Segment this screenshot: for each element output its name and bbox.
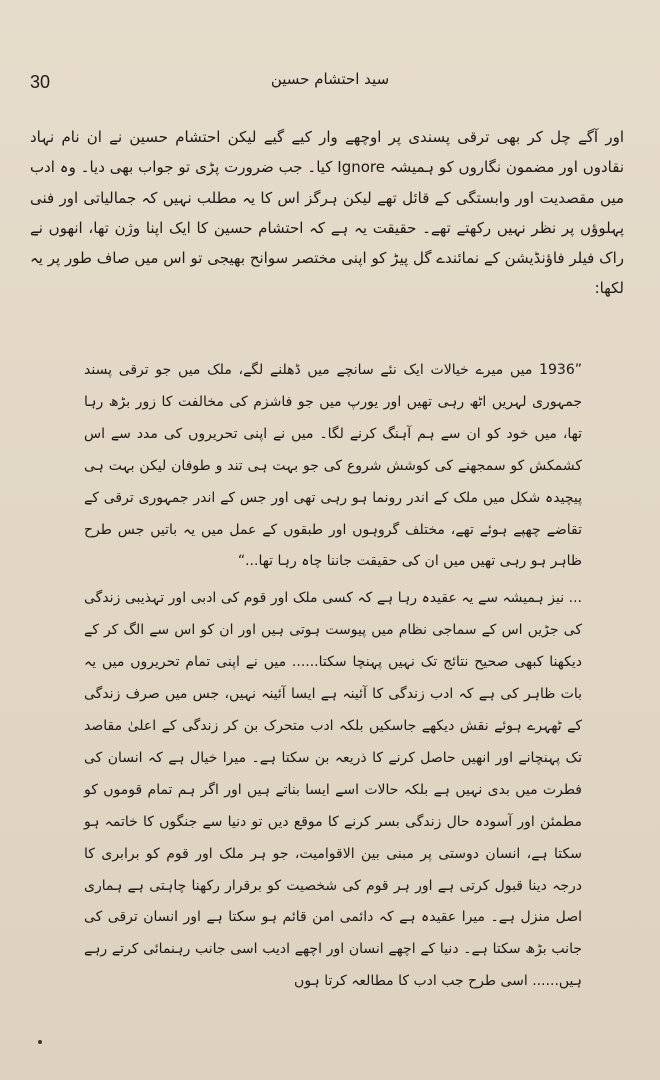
ink-speck	[38, 1040, 42, 1044]
quote-paragraph-2: ... نیز ہمیشہ سے یہ عقیدہ رہا ہے کہ کسی ملک اور قوم کی ادبی اور تہذیبی زندگی کی جڑیں اس کے سماجی نظام میں پیوست ہوتی ہیں اور ان کو اس سے الگ کر کے دیکھنا کبھی صحیح نتائج تک نہیں پہنچا سکتا...... میں نے اپنی تمام تحریروں میں یہ بات ظاہر کی ہے کہ ادب زندگی کا آئینہ ہے ایسا آئینہ نہیں، جس میں صرف زندگی کے ٹھہرے ہوئے نقش دیکھے جاسکیں بلکہ ادب متحرک بن کر زندگی کے اعلیٰ مقاصد تک پہنچانے اور انھیں حاصل کرنے کا ذریعہ بن سکتا ہے۔ میرا خیال ہے کہ انسان کی فطرت میں بدی نہیں ہے بلکہ حالات اسے ایسا بناتے ہیں اور اگر ہم تمام قوموں کو مطمئن اور آسودہ حال زندگی بسر کرنے کا موقع دیں تو دنیا سے جنگوں کا خاتمہ ہو سکتا ہے، انسان دوستی پر مبنی بین الاقوامیت، جو ہر ملک اور قوم کو برابری کا درجہ دینا قبول کرتی ہے اور ہر قوم کی شخصیت کو برقرار رکھنا چاہتی ہے ہماری اصل منزل ہے۔ میرا عقیدہ ہے کہ دائمی امن قائم ہو سکتا ہے اور انسان ترقی کی جانب بڑھ سکتا ہے۔ دنیا کے اچھے انسان اور اچھے ادیب اسی جانب رہنمائی کرتے رہے ہیں...... اسی طرح جب ادب کا مطالعہ کرتا ہوں	[84, 590, 582, 990]
block-quote	[84, 355, 582, 998]
page-number: 30	[30, 72, 51, 92]
main-text-block	[30, 122, 624, 304]
body-paragraph: اور آگے چل کر بھی ترقی پسندی پر اوچھے وار کیے گیے لیکن احتشام حسین نے ان نام نہاد نقادوں اور مضمون نگاروں کو ہمیشہ Ignore کیا۔ جب ضرورت پڑی تو جواب بھی دیا۔ وہ ادب میں مقصدیت اور وابستگی کے قائل تھے لیکن ہرگز اس کا یہ مطلب نہیں کہ جمالیاتی اور فنی پہلوؤں پر نظر نہیں رکھتے تھے۔ حقیقت یہ ہے کہ احتشام حسین کا ایک اپنا وژن تھا، انھوں نے راک فیلر فاؤنڈیشن کے نمائندے گل پیڑ کو اپنی مختصر سوانح بھیجی تو اس میں صاف طور پر یہ لکھا:	[30, 128, 625, 298]
quote-paragraph-1: ”1936 میں میرے خیالات ایک نئے سانچے میں ڈھلنے لگے، ملک میں جو ترقی پسند جمہوری لہریں اٹھ رہی تھیں اور یورپ میں جو فاشزم کی مخالفت کا زور بڑھ رہا تھا، میں خود کو ان سے ہم آہنگ کرنے لگا۔ میں نے اپنی تحریروں کی مدد سے اس کشمکش کو سمجھنے کی کوشش شروع کی جو بہت ہی تند و طوفان لیکن بہت ہی پیچیدہ شکل میں ملک کے اندر رونما ہو رہی تھی اور جس کے اندر جمہوری ترقی کے تقاضے چھپے ہوئے تھے، مختلف گروہوں اور طبقوں کے عمل میں یہ باتیں جس طرح ظاہر ہو رہی تھیں میں ان کی حقیقت جاننا چاہ رہا تھا...“	[84, 362, 582, 570]
running-title: سید احتشام حسین	[270, 70, 390, 88]
